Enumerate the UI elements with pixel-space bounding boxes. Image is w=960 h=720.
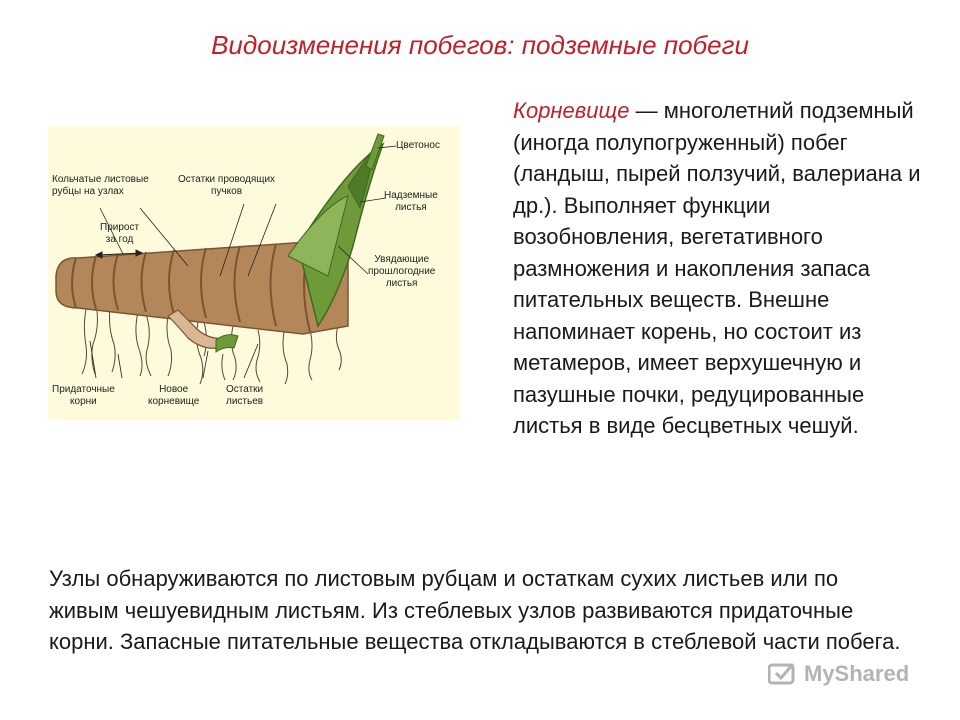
new-rhizome-bud — [216, 335, 238, 352]
label-bundle-remains: Остатки проводящих пучков — [178, 174, 276, 197]
term-rhizome: Корневище — [513, 98, 630, 123]
watermark — [768, 658, 928, 690]
myshared-logo-icon — [768, 661, 798, 687]
slide-title: Видоизменения побегов: подземные побеги — [211, 30, 749, 60]
label-annual-growth: Прирост за год — [100, 222, 140, 245]
rhizome-illustration — [48, 126, 460, 420]
label-peduncle: Цветонос — [396, 140, 440, 151]
definition-paragraph — [513, 95, 928, 442]
label-new-rhizome: Новое корневище — [148, 384, 200, 407]
definition-text: — многолетний подземный (иногда полупогруженный) побег (ландыш, пырей ползучий, валериана и др.). Выполняет функции возобновления, вегетативного размножения и накопления запаса питательных веществ. Внешне напоминает корень, но состоит из метамеров, имеет верхушечную и пазушные почки, редуцированные листья в виде бесцветных чешуй. — [513, 98, 921, 438]
label-aboveground-leaves: Надземные листья — [384, 190, 438, 213]
watermark-text: MyShared — [804, 661, 910, 686]
bottom-paragraph: Узлы обнаруживаются по листовым рубцам и остаткам сухих листьев или по живым чешуевидным листьям. Из стеблевых узлов развиваются придаточные корни. Запасные питательные вещества откладываются в стеблевой части побега. — [49, 566, 901, 654]
label-wilting-leaves: Увядающие прошлогодние листья — [368, 254, 436, 289]
label-leaf-scars: Кольчатые листовые рубцы на узлах — [52, 174, 149, 197]
label-leaf-remains: Остатки листьев — [226, 384, 264, 407]
label-adventitious-roots: Придаточные корни — [52, 384, 115, 407]
